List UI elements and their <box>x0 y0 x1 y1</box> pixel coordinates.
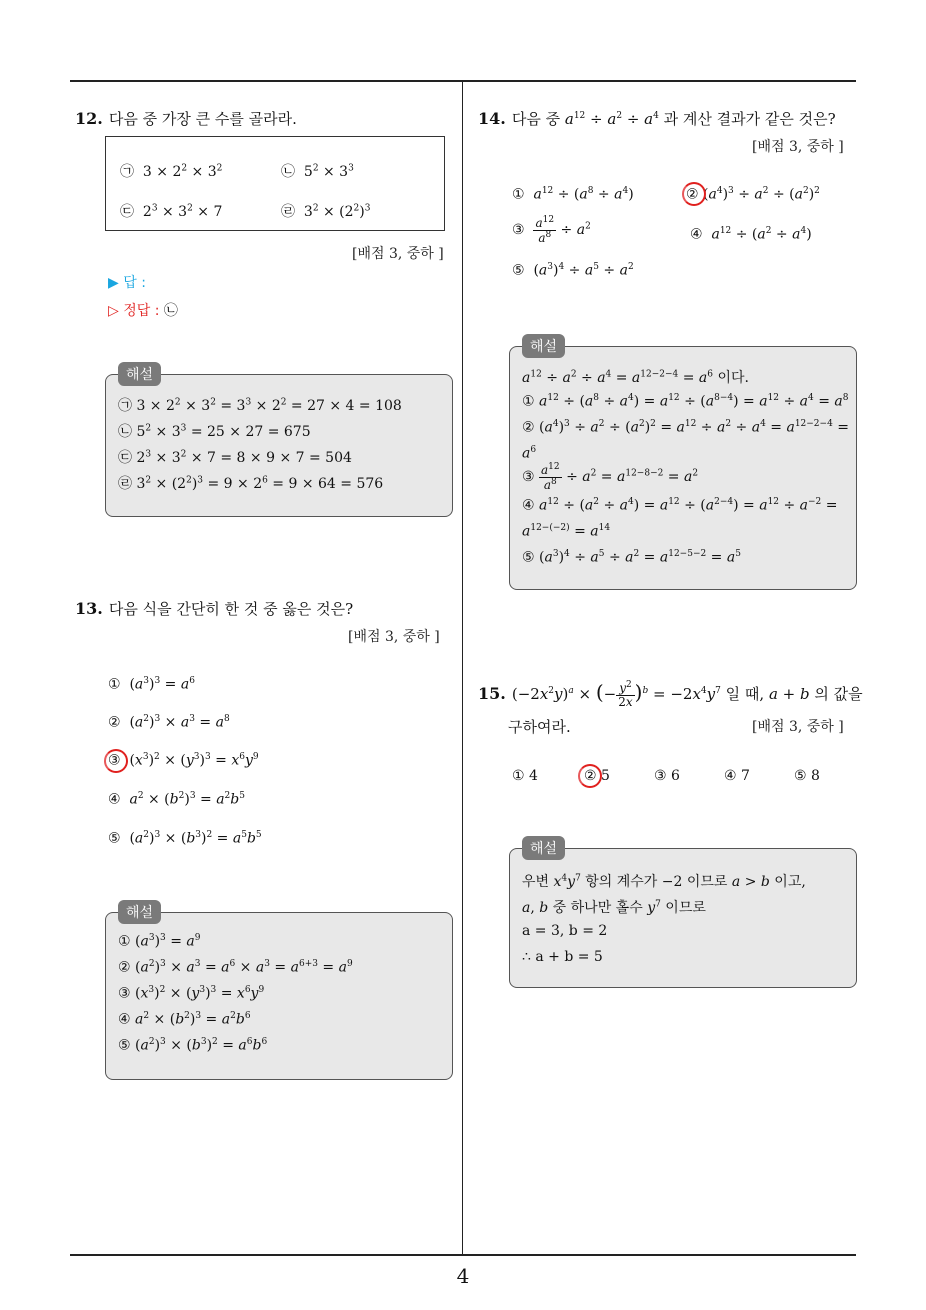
question-15-solution-box <box>509 848 857 988</box>
solution-line: $a^{12-(-2)} = a^{14}$ <box>522 523 611 540</box>
question-14-title: 14. 다음 중 $a^{12} \div a^2 \div a^4$ 과 계산 결과가 같은 것은? <box>478 109 836 128</box>
solution-line: ③ $(x^3)^2 \times (y^3)^3 = x^6y^9$ <box>118 985 265 1002</box>
solution-line: ② $(a^4)^3 \div a^2 \div (a^2)^2 = a^{12} \div a^2 \div a^4 = a^{12-2-4}$ = <box>522 419 849 436</box>
solution-line: a = 3, b = 2 <box>522 923 608 939</box>
solution-line: $a^{12} \div a^2 \div a^4 = a^{12-2-4} = a^6$ 이다. <box>522 369 749 386</box>
option-3[interactable]: ③ $(x^3)^2 \times (y^3)^3 = x^6y^9$ <box>108 752 259 769</box>
option-1[interactable]: ① 4 <box>512 768 538 784</box>
option-5[interactable]: ⑤ $(a^3)^4 \div a^5 \div a^2$ <box>512 262 634 279</box>
question-12-choice-box <box>105 136 445 231</box>
option-4[interactable]: ④ $a^2 \times (b^2)^3 = a^2b^5$ <box>108 791 245 808</box>
solution-line: ⑤ $(a^3)^4 \div a^5 \div a^2 = a^{12-5-2} = a^5$ <box>522 549 741 566</box>
solution-line: ㉡ $5^2 \times 3^3 = 25 \times 27 = 675$ <box>118 423 311 440</box>
solution-line: ④ $a^2 \times (b^2)^3 = a^2b^6$ <box>118 1011 251 1028</box>
solution-tag: 해설 <box>118 362 161 386</box>
solution-line: ∴ a + b = 5 <box>522 949 603 965</box>
choice-d: ㉣ $3^2 \times (2^2)^3$ <box>281 203 371 220</box>
solution-tag: 해설 <box>118 900 161 924</box>
column-divider <box>462 80 463 1256</box>
correct-answer-value: ㉡ <box>163 303 178 319</box>
question-13-solution-box <box>105 912 453 1080</box>
question-12-text: 다음 중 가장 큰 수를 골라라. <box>108 110 297 128</box>
solution-line: ① $(a^3)^3 = a^9$ <box>118 933 201 950</box>
choice-b: ㉡ $5^2 \times 3^3$ <box>281 163 354 180</box>
solution-line: ④ $a^{12} \div (a^2 \div a^4) = a^{12} \div (a^{2-4}) = a^{12} \div a^{-2}$ = <box>522 497 838 514</box>
selected-answer-mark <box>682 182 706 206</box>
solution-line: ⑤ $(a^2)^3 \times (b^3)^2 = a^6b^6$ <box>118 1037 268 1054</box>
solution-tag: 해설 <box>522 334 565 358</box>
page-number: 4 <box>456 1264 470 1288</box>
question-15-number: 15. <box>478 684 506 703</box>
question-12-solution-box <box>105 374 453 517</box>
option-5[interactable]: ⑤ $(a^2)^3 \times (b^3)^2 = a^5b^5$ <box>108 830 262 847</box>
solution-tag: 해설 <box>522 836 565 860</box>
solution-line: $a^6$ <box>522 445 537 462</box>
solution-line: 우변 $x^4y^7$ 항의 계수가 −2 이므로 a > b 이고, <box>522 873 806 890</box>
correct-answer <box>108 300 178 320</box>
option-4[interactable]: ④ 7 <box>724 768 750 784</box>
option-5[interactable]: ⑤ 8 <box>794 768 820 784</box>
answer-label: ▶ 답 : <box>108 275 146 291</box>
solution-line: ② $(a^2)^3 \times a^3 = a^6 \times a^3 = a^{6+3} = a^9$ <box>118 959 353 976</box>
selected-answer-mark <box>104 749 128 773</box>
question-15-title: 15. $(-2x^2y)^a$ × (− $\frac{y^2}{2x}$ )$^b = -2x^4y^7$ 일 때, a + b 의 값을 <box>478 680 863 709</box>
question-15-points: [배점 3, 중하 ] <box>752 719 844 735</box>
option-2[interactable]: ② 5 <box>584 768 610 784</box>
solution-line: ㉠ $3 \times 2^2 \times 3^2 = 3^3 \times 2^2 = 27 \times 4 = 108$ <box>118 397 402 414</box>
question-12-title <box>75 108 297 129</box>
question-12-points: [배점 3, 중하 ] <box>352 246 444 262</box>
solution-line: ③ $\frac{a^{12}}{a^8}$ ÷ $a^2 = a^{12-8-2} = a^2$ <box>522 462 699 492</box>
choice-c: ㉢ $2^3 \times 3^2 \times 7$ <box>120 203 223 220</box>
question-13-text: 다음 식을 간단히 한 것 중 옳은 것은? <box>108 600 354 618</box>
question-12-number: 12. <box>75 109 103 128</box>
solution-line: a, b 중 하나만 홀수 $y^7$ 이므로 <box>522 899 706 916</box>
question-13-number: 13. <box>75 599 103 618</box>
selected-answer-mark <box>578 764 602 788</box>
question-14-solution-box <box>509 346 857 590</box>
solution-line: ㉣ $3^2 \times (2^2)^3 = 9 \times 2^6 = 9 \times 64 = 576$ <box>118 475 384 492</box>
option-3[interactable]: ③ $\frac{a^{12}}{a^8}$ ÷ $a^2$ <box>512 215 591 245</box>
question-13-points: [배점 3, 중하 ] <box>348 629 440 645</box>
option-4[interactable]: ④ $a^{12} \div (a^2 \div a^4)$ <box>690 226 812 243</box>
option-1[interactable]: ① $(a^3)^3 = a^6$ <box>108 676 195 693</box>
option-3[interactable]: ③ 6 <box>654 768 680 784</box>
question-14-points: [배점 3, 중하 ] <box>752 139 844 155</box>
question-13-title <box>75 598 353 619</box>
option-2[interactable]: ② $(a^4)^3 \div a^2 \div (a^2)^2$ <box>686 186 820 203</box>
choice-a: ㉠ $3 \times 2^2 \times 3^2$ <box>120 163 223 180</box>
option-2[interactable]: ② $(a^2)^3 \times a^3 = a^8$ <box>108 714 230 731</box>
solution-line: ① $a^{12} \div (a^8 \div a^4) = a^{12} \div (a^{8-4}) = a^{12} \div a^4 = a^8$ <box>522 393 849 410</box>
question-15-text-cont: 구하여라. <box>508 718 571 736</box>
question-14-number: 14. <box>478 109 506 128</box>
option-1[interactable]: ① $a^{12} \div (a^8 \div a^4)$ <box>512 186 634 203</box>
solution-line: ㉢ $2^3 \times 3^2 \times 7 = 8 \times 9 \times 7 = 504$ <box>118 449 352 466</box>
correct-answer-label: ▷ 정답 : <box>108 303 160 319</box>
